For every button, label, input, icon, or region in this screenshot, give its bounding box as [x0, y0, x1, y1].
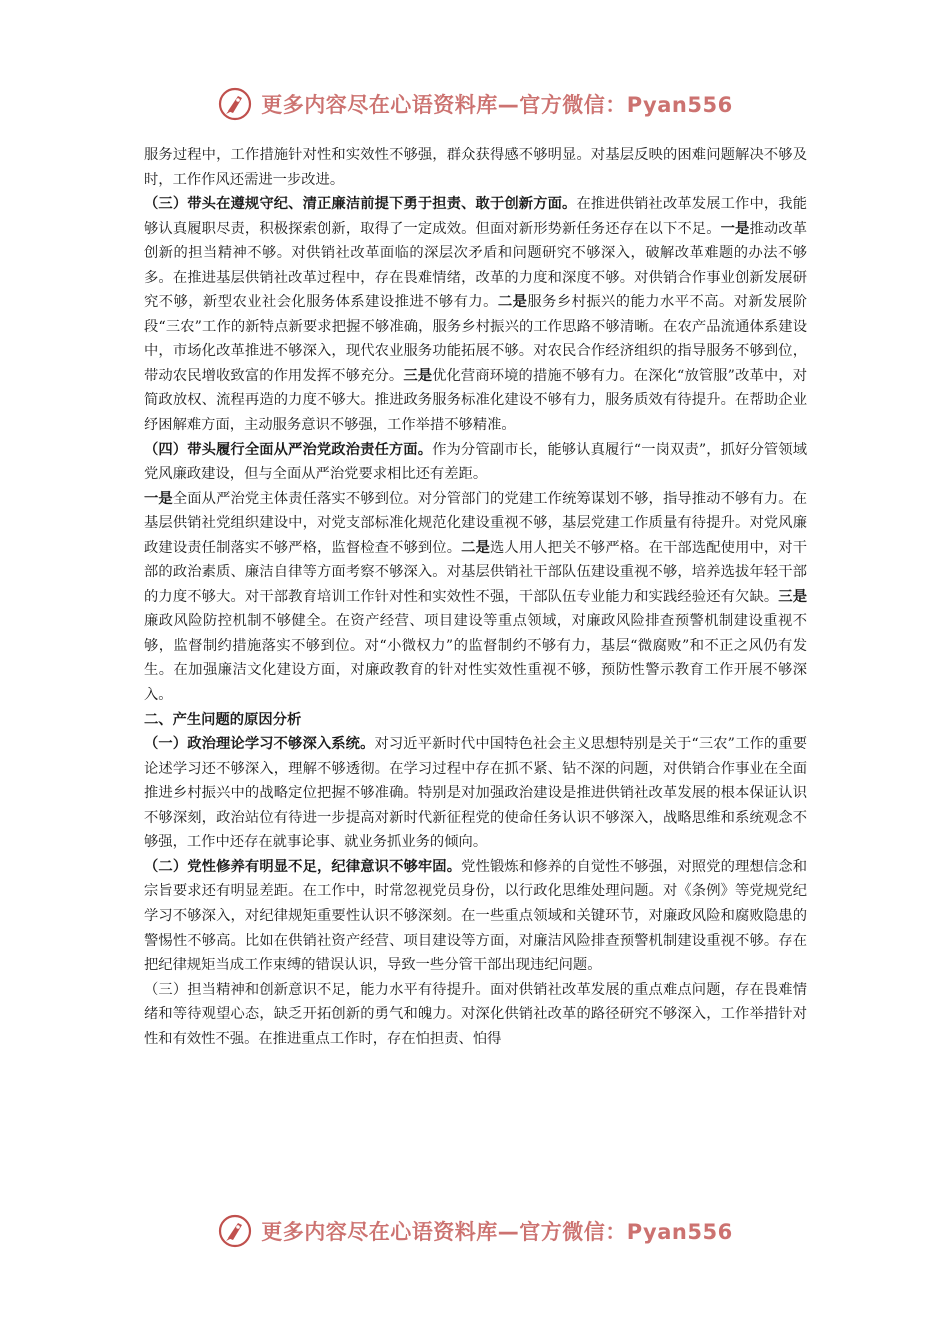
watermark-text: 更多内容尽在心语资料库—官方微信：Pyan556	[261, 1220, 733, 1244]
body-text: （三）担当精神和创新意识不足，能力水平有待提升。面对供销社改革发展的重点难点问题，存在畏难情绪和等待观望心态，缺乏开拓创新的勇气和魄力。对深化供销社改革的路径研究不够深入，工作举措针对性和有效性不强。在推进重点工作时，存在怕担责、怕得	[144, 981, 807, 1047]
body-text: 在推进供销社改革发展工作中，我能够认真履职尽责，积极探索创新，取得了一定成效。但面对新形势新任务还存在以下不足。	[144, 196, 807, 237]
body-text: 推动改革创新的担当精神不够。对供销社改革面临的深层次矛盾和问题研究不够深入，破解改革难题的办法不够多。在推进基层供销社改革过程中，存在畏难情绪，改革的力度和深度不够。对供销合作事业创新发展研究不够，新型农业社会化服务体系建设推进不够有力。	[144, 220, 808, 311]
footer-watermark	[0, 1211, 950, 1251]
paragraph	[144, 732, 807, 855]
body-text: 作为分管副市长，能够认真履行“一岗双责”，抓好分管领域党风廉政建设，但与全面从严治党要求相比还有差距。	[144, 441, 807, 483]
watermark-text: 更多内容尽在心语资料库—官方微信：Pyan556	[261, 93, 733, 117]
header-watermark	[0, 84, 950, 124]
paragraph	[144, 978, 807, 1052]
bold-text: 三是	[778, 588, 808, 605]
body-text: 选人用人把关不够严格。在干部选配使用中，对干部的政治素质、廉洁自律等方面考察不够深入。对基层供销社干部队伍建设重视不够，培养选拔年轻干部的力度不够大。对干部教育培训工作针对性和实效性不强，干部队伍专业能力和实践经验还有欠缺。	[144, 539, 808, 605]
bold-text: 一是	[720, 220, 750, 237]
paragraph	[144, 192, 807, 437]
paragraph	[144, 708, 807, 733]
body-text: 服务过程中，工作措施针对性和实效性不够强，群众获得感不够明显。对基层反映的困难问题解决不够及时，工作作风还需进一步改进。	[144, 147, 807, 188]
bold-text: （二）党性修养有明显不足，纪律意识不够牢固。	[144, 858, 462, 875]
bold-text: （一）政治理论学习不够深入系统。	[144, 736, 375, 753]
body-text: 对习近平新时代中国特色社会主义思想特别是关于“三农”工作的重要论述学习还不够深入，理解不够透彻。在学习过程中存在抓不紧、钻不深的问题，对供销合作事业在全面推进乡村振兴中的战略定位把握不够准确。特别是对加强政治建设是推进供销社改革发展的根本保证认识不够深刻，政治站位有待进一步提高对新时代新征程党的使命任务认识不够深入，战略思维和系统观念不够强，工作中还存在就事论事、就业务抓业务的倾向。	[144, 736, 807, 851]
body-text: 廉政风险防控机制不够健全。在资产经营、项目建设等重点领域，对廉政风险排查预警机制建设重视不够，监督制约措施落实不够到位。对“小微权力”的监督制约不够有力，基层“微腐败”和不正之风仍有发生。在加强廉洁文化建设方面，对廉政教育的针对性实效性重视不够，预防性警示教育工作开展不够深入。	[144, 613, 807, 704]
bold-text: 一是	[144, 490, 173, 507]
rocket-emblem-icon	[217, 86, 253, 122]
bold-text: 二是	[497, 294, 528, 311]
body-text: 党性锻炼和修养的自觉性不够强，对照党的理想信念和宗旨要求还有明显差距。在工作中，时常忽视党员身份，以行政化思维处理问题。对《条例》等党规党纪学习不够深入，对纪律规矩重要性认识不够深刻。在一些重点领域和关键环节，对廉政风险和腐败隐患的警惕性不够高。比如在供销社资产经营、项目建设等方面，对廉洁风险排查预警机制建设重视不够。存在把纪律规矩当成工作束缚的错误认识，导致一些分管干部出现违纪问题。	[144, 858, 808, 974]
paragraph	[144, 487, 807, 708]
body-text: 服务乡村振兴的能力水平不高。对新发展阶段“三农”工作的新特点新要求把握不够准确，服务乡村振兴的工作思路不够清晰。在农产品流通体系建设中，市场化改革推进不够深入，现代农业服务功能拓展不够。对农民合作经济组织的指导服务不够到位，带动农民增收致富的作用发挥不够充分。	[144, 294, 808, 384]
paragraph	[144, 143, 807, 192]
paragraph	[144, 855, 807, 978]
paragraph	[144, 438, 807, 487]
rocket-emblem-icon	[217, 1213, 253, 1249]
bold-text: （三）带头在遵规守纪、清正廉洁前提下勇于担责、敢于创新方面。	[144, 196, 577, 213]
bold-text: （四）带头履行全面从严治党政治责任方面。	[144, 441, 433, 458]
body-text: 全面从严治党主体责任落实不够到位。对分管部门的党建工作统筹谋划不够，指导推动不够有力。在基层供销社党组织建设中，对党支部标准化规范化建设重视不够，基层党建工作质量有待提升。对党风廉政建设责任制落实不够严格，监督检查不够到位。	[144, 490, 808, 556]
bold-text: 二、产生问题的原因分析	[144, 711, 302, 728]
bold-text: 三是	[403, 367, 433, 384]
body-text: 优化营商环境的措施不够有力。在深化“放管服”改革中，对简政放权、流程再造的力度不够大。推进政务服务标准化建设不够有力，服务质效有待提升。在帮助企业纾困解难方面，主动服务意识不够强，工作举措不够精准。	[144, 367, 807, 434]
document-body	[144, 143, 807, 1051]
bold-text: 二是	[461, 539, 490, 556]
